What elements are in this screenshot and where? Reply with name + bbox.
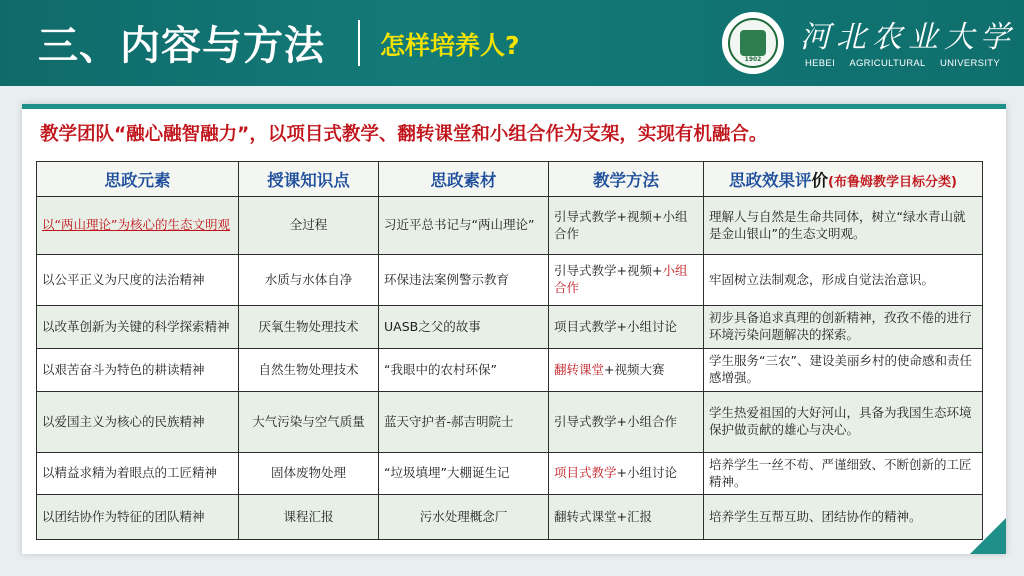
table-row — [37, 197, 983, 255]
university-name-en-1: HEBEI — [805, 58, 836, 69]
header-material: 思政素材 — [379, 162, 549, 197]
cell-element: 以改革创新为关键的科学探索精神 — [37, 306, 239, 349]
cell-material: “垃圾填埋”大棚诞生记 — [379, 453, 549, 495]
header-effect-label-end: 价 — [811, 171, 829, 190]
seal-year: 1902 — [744, 56, 762, 63]
method-text: 引导式教学+视频+小组合作 — [554, 208, 688, 241]
cell-effect: 理解人与自然是生命共同体，树立“绿水青山就是金山银山”的生态文明观。 — [704, 197, 983, 255]
cell-method — [549, 495, 704, 540]
cell-material: “我眼中的农村环保” — [379, 349, 549, 392]
intro-statement: 教学团队“融心融智融力”，以项目式教学、翻转课堂和小组合作为支架，实现有机融合。 — [40, 124, 768, 145]
cell-material: 污水处理概念厂 — [379, 495, 549, 540]
table-row — [37, 495, 983, 540]
cell-element: 以团结协作为特征的团队精神 — [37, 495, 239, 540]
method-highlight: 项目式教学 — [554, 465, 617, 481]
method-highlight: 小组合作 — [554, 263, 688, 295]
cell-method — [549, 197, 704, 255]
cell-effect: 学生服务“三农”、建设美丽乡村的使命感和责任感增强。 — [704, 349, 983, 392]
cell-effect: 牢固树立法制观念，形成自觉法治意识。 — [704, 255, 983, 306]
table-row — [37, 349, 983, 392]
method-text: 引导式教学+视频+ — [554, 263, 663, 279]
cell-knowledge-point: 自然生物处理技术 — [239, 349, 379, 392]
header-effect-label: 思政效果评 — [729, 171, 812, 190]
cell-knowledge-point: 水质与水体自净 — [239, 255, 379, 306]
university-name-en — [805, 58, 1000, 69]
cell-effect: 培养学生一丝不苟、严谨细致、不断创新的工匠精神。 — [704, 453, 983, 495]
table-row — [37, 453, 983, 495]
cell-element: 以公平正义为尺度的法治精神 — [37, 255, 239, 306]
cell-material: 习近平总书记与“两山理论” — [379, 197, 549, 255]
method-text: 翻转式课堂+汇报 — [554, 508, 652, 524]
cell-effect: 初步具备追求真理的创新精神，孜孜不倦的进行环境污染问题解决的探索。 — [704, 306, 983, 349]
method-text: 引导式教学+小组合作 — [554, 413, 677, 429]
header-knowledge-point: 授课知识点 — [239, 162, 379, 197]
cell-element: 以艰苦奋斗为特色的耕读精神 — [37, 349, 239, 392]
cell-effect: 培养学生互帮互助、团结协作的精神。 — [704, 495, 983, 540]
cell-element-text: 以“两山理论”为核心的生态文明观 — [42, 217, 230, 233]
university-name-cn: 河北农业大学 — [800, 20, 1016, 55]
university-name-en-3: UNIVERSITY — [939, 58, 1000, 69]
title-divider — [358, 20, 360, 66]
header-element: 思政元素 — [37, 162, 239, 197]
cell-material: 蓝天守护者-郝吉明院士 — [379, 392, 549, 453]
header-effect-note: (布鲁姆教学目标分类) — [828, 175, 957, 190]
cell-knowledge-point: 课程汇报 — [239, 495, 379, 540]
cell-method — [549, 255, 704, 306]
cell-element: 以爱国主义为核心的民族精神 — [37, 392, 239, 453]
table-header-row — [37, 162, 983, 197]
header-effect — [704, 162, 983, 197]
cell-method — [549, 349, 704, 392]
seal-ring — [728, 18, 778, 68]
method-text-end: +小组讨论 — [616, 465, 677, 481]
page-title: 三、内容与方法 — [38, 23, 325, 69]
table-row — [37, 392, 983, 453]
cell-knowledge-point: 全过程 — [239, 197, 379, 255]
cell-material: 环保违法案例警示教育 — [379, 255, 549, 306]
cell-method — [549, 453, 704, 495]
method-text-end: +视频大赛 — [604, 361, 665, 377]
content-panel — [22, 104, 1006, 554]
panel-accent-bar — [22, 104, 1006, 109]
cell-knowledge-point: 厌氧生物处理技术 — [239, 306, 379, 349]
header-method: 教学方法 — [549, 162, 704, 197]
method-highlight: 翻转课堂 — [554, 361, 605, 377]
header-banner — [0, 0, 1024, 86]
cell-knowledge-point: 固体废物处理 — [239, 453, 379, 495]
university-seal-logo — [722, 12, 784, 74]
cell-knowledge-point: 大气污染与空气质量 — [239, 392, 379, 453]
cell-material: UASB之父的故事 — [379, 306, 549, 349]
cell-method — [549, 306, 704, 349]
table-row — [37, 255, 983, 306]
page-subtitle: 怎样培养人? — [380, 31, 520, 60]
university-name-en-2: AGRICULTURAL — [849, 58, 926, 69]
method-text: 项目式教学+小组讨论 — [554, 318, 677, 334]
ideology-methods-table — [36, 161, 983, 540]
table-row — [37, 306, 983, 349]
cell-element — [37, 197, 239, 255]
cell-element: 以精益求精为着眼点的工匠精神 — [37, 453, 239, 495]
seal-building-icon — [740, 30, 766, 56]
cell-method — [549, 392, 704, 453]
cell-effect: 学生热爱祖国的大好河山，具备为我国生态环境保护做贡献的雄心与决心。 — [704, 392, 983, 453]
